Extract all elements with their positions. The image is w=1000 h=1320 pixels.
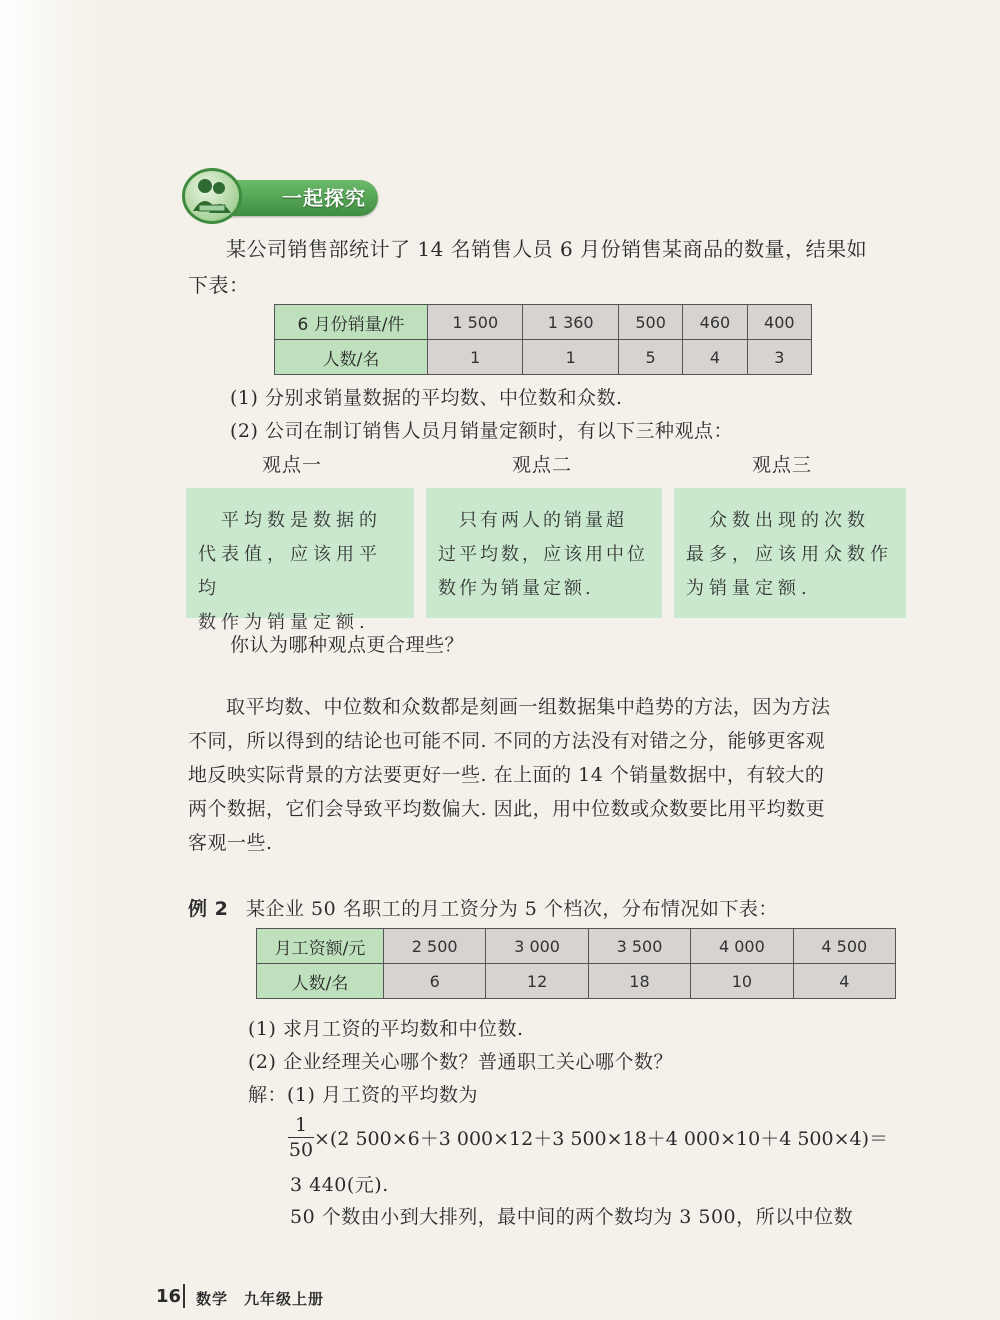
table-cell: 4 000: [691, 929, 793, 964]
viewpoint-line: 数作为销量定额.: [438, 578, 594, 599]
sales-table: [274, 304, 812, 375]
fraction-bar: [288, 1137, 314, 1138]
table-cell: 3: [747, 340, 811, 375]
table-cell: 4: [683, 340, 747, 375]
solution-intro: 解：(1) 月工资的平均数为: [248, 1084, 478, 1106]
viewpoint-line: 数作为销量定额.: [198, 612, 370, 633]
salary-table: [256, 928, 896, 999]
viewpoint-label-3: 观点三: [752, 454, 813, 476]
viewpoint-label-1: 观点一: [262, 454, 323, 476]
viewpoint-box-2: [426, 488, 662, 618]
example-label: 例 2: [188, 898, 229, 920]
intro-line-1: 某公司销售部统计了 14 名销售人员 6 月份销售某商品的数量，结果如: [226, 237, 868, 261]
table-row: [257, 964, 896, 999]
table-cell: 6: [384, 964, 486, 999]
viewpoint-box-1: [186, 488, 414, 633]
viewpoint-line: 只有两人的销量超: [438, 510, 627, 531]
viewpoint-label-2: 观点二: [512, 454, 573, 476]
page-number: 16: [156, 1286, 182, 1307]
table-cell: 12: [486, 964, 588, 999]
formula: ×(2 500×6＋3 000×12＋3 500×18＋4 000×10＋4 500×4)＝: [314, 1128, 889, 1150]
table-cell: 460: [683, 305, 747, 340]
page-margin: [0, 0, 100, 1320]
viewpoint-line: 最多，应该用众数作: [686, 544, 893, 565]
table-cell: 1 500: [428, 305, 523, 340]
table-row: [275, 305, 812, 340]
table-cell: 18: [588, 964, 690, 999]
discussion-line-5: 客观一些.: [188, 832, 273, 854]
section-badge: [182, 168, 378, 224]
intro-line-2: 下表：: [188, 273, 250, 297]
solution-result: 3 440(元).: [290, 1174, 389, 1196]
table-cell: 4: [793, 964, 895, 999]
example-question-1: (1) 求月工资的平均数和中位数.: [248, 1018, 524, 1040]
table-cell: 500: [618, 305, 682, 340]
discussion-line-4: 两个数据，它们会导致平均数偏大. 因此，用中位数或众数要比用平均数更: [188, 798, 826, 820]
table-cell: 5: [618, 340, 682, 375]
footer-divider: [183, 1284, 185, 1308]
table-cell: 3 000: [486, 929, 588, 964]
discussion-line-1: 取平均数、中位数和众数都是刻画一组数据集中趋势的方法，因为方法: [226, 696, 831, 718]
viewpoint-box-3: [674, 488, 906, 618]
table-cell: 1: [428, 340, 523, 375]
badge-label: 一起探究: [282, 186, 366, 210]
discussion-line-3: 地反映实际背景的方法要更好一些. 在上面的 14 个销量数据中，有较大的: [188, 764, 825, 786]
question-2: (2) 公司在制订销售人员月销量定额时，有以下三种观点：: [230, 420, 733, 442]
table-cell: 10: [691, 964, 793, 999]
question-3: 你认为哪种观点更合理些？: [230, 634, 465, 656]
table-header-cell: 人数/名: [275, 340, 428, 375]
people-icon: [182, 168, 242, 224]
table-cell: 1: [523, 340, 618, 375]
table-header-cell: 6 月份销量/件: [275, 305, 428, 340]
question-1: (1) 分别求销量数据的平均数、中位数和众数.: [230, 387, 623, 409]
table-cell: 400: [747, 305, 811, 340]
median-line: 50 个数由小到大排列，最中间的两个数均为 3 500，所以中位数: [290, 1206, 854, 1228]
table-cell: 3 500: [588, 929, 690, 964]
table-cell: 2 500: [384, 929, 486, 964]
table-cell: 4 500: [793, 929, 895, 964]
fraction: [288, 1114, 314, 1161]
viewpoint-line: 为销量定额.: [686, 578, 812, 599]
viewpoint-line: 众数出现的次数: [686, 510, 870, 531]
example-text: 某企业 50 名职工的月工资分为 5 个档次，分布情况如下表：: [246, 898, 778, 920]
table-row: [275, 340, 812, 375]
viewpoint-line: 过平均数，应该用中位: [438, 544, 648, 565]
example-question-2: (2) 企业经理关心哪个数？普通职工关心哪个数？: [248, 1051, 673, 1073]
fraction-denominator: 50: [288, 1139, 314, 1161]
table-header-cell: 人数/名: [257, 964, 384, 999]
fraction-numerator: 1: [294, 1114, 308, 1136]
book-title: 数学 九年级上册: [196, 1290, 325, 1308]
viewpoint-line: 平均数是数据的: [198, 510, 382, 531]
table-header-cell: 月工资额/元: [257, 929, 384, 964]
table-cell: 1 360: [523, 305, 618, 340]
discussion-line-2: 不同，所以得到的结论也可能不同. 不同的方法没有对错之分，能够更客观: [188, 730, 826, 752]
table-row: [257, 929, 896, 964]
viewpoint-line: 代表值，应该用平均: [198, 544, 382, 599]
